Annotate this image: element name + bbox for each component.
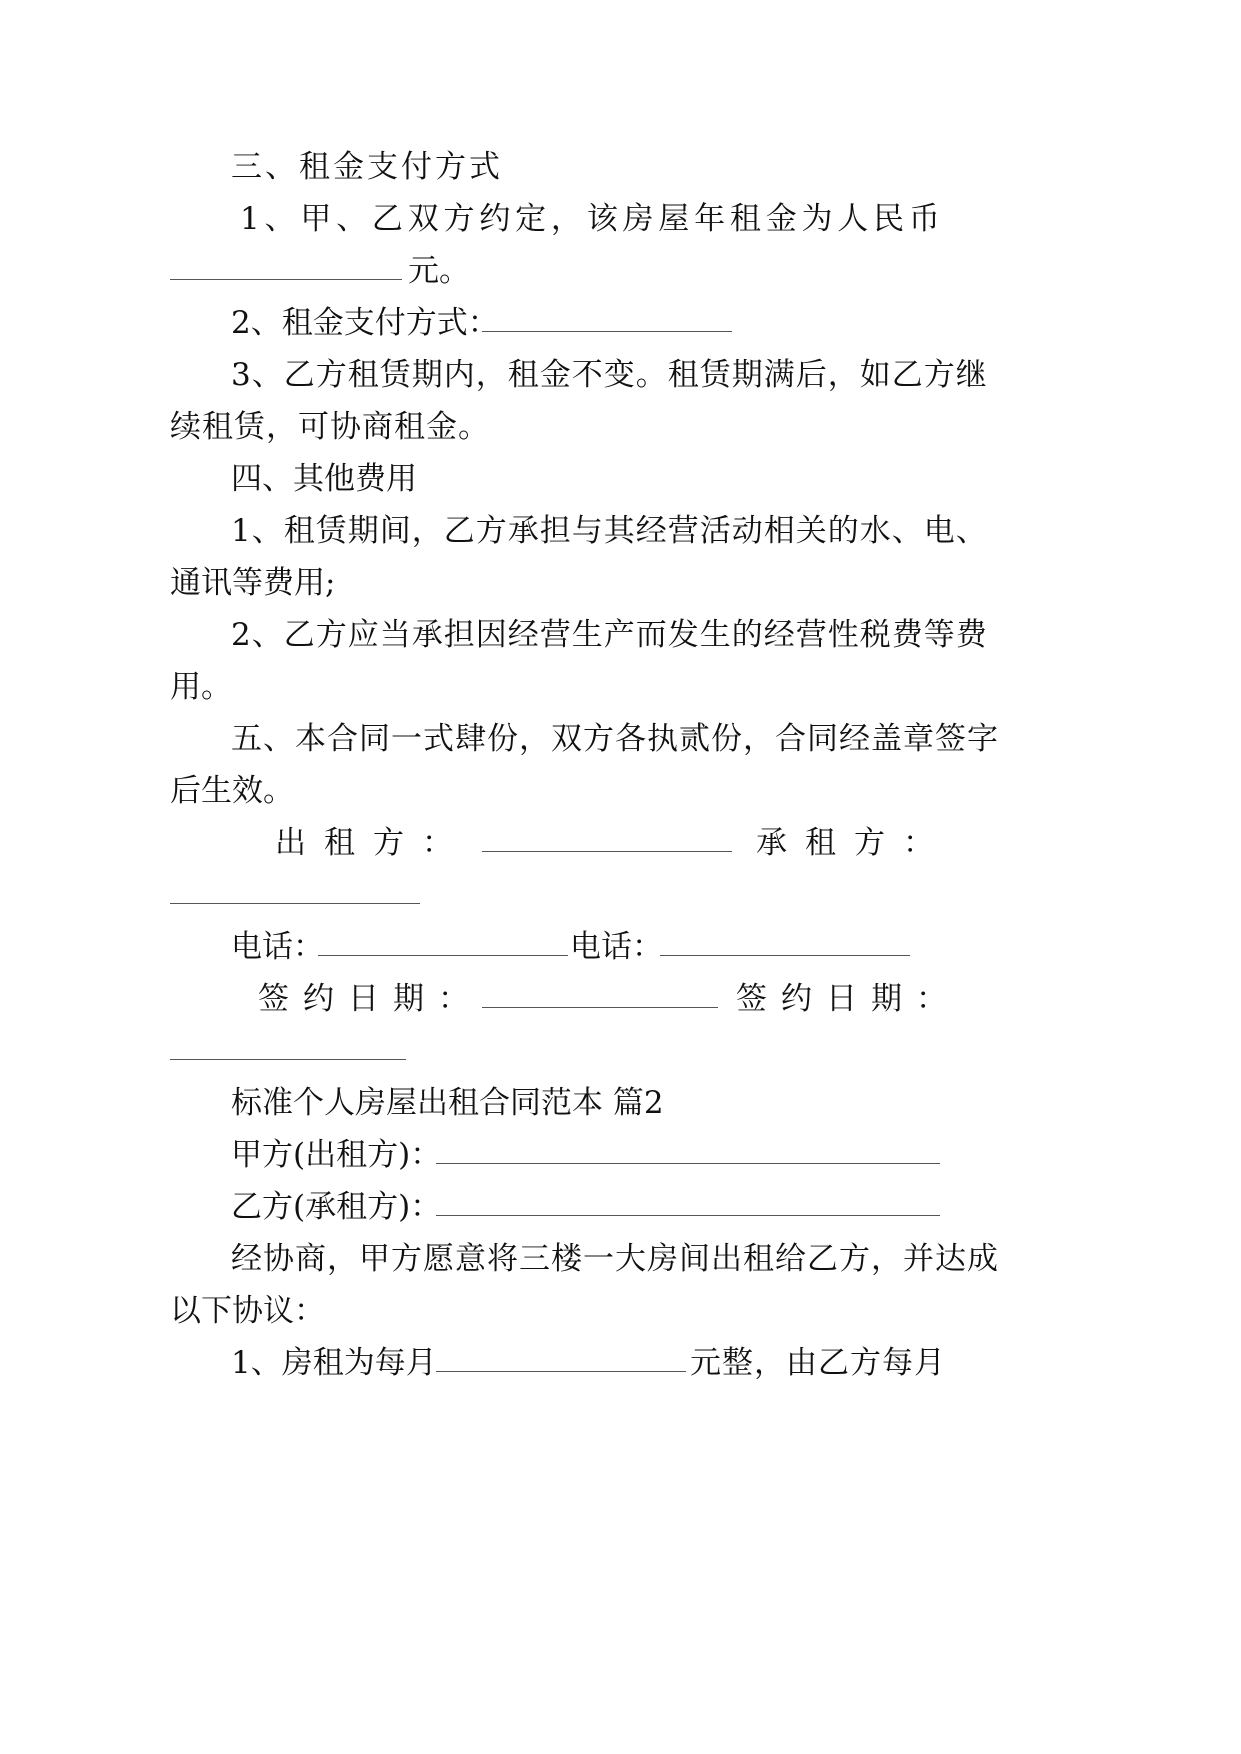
char: 屋 xyxy=(658,201,690,237)
char: 为 xyxy=(801,201,833,237)
char: 房 xyxy=(622,201,654,237)
section-3-item-1-continued: 元。 xyxy=(0,248,1241,294)
char: 1 xyxy=(240,201,260,237)
char: 乙 xyxy=(371,201,403,237)
section-5-continued: 后生效。 xyxy=(170,773,294,809)
section-3-item-3: 3、乙方租赁期内，租金不变。租赁期满后，如乙方继 xyxy=(231,357,988,393)
lessee-phone-blank xyxy=(660,955,910,956)
lessor-phone-label: 电话： xyxy=(231,929,324,965)
section-4-item-1: 1、租赁期间，乙方承担与其经营活动相关的水、电、 xyxy=(231,513,988,549)
char: 甲 xyxy=(300,201,332,237)
negotiation-paragraph-continued: 以下协议： xyxy=(170,1293,325,1329)
section-3-item-2: 2、租金支付方式： xyxy=(0,300,1241,346)
annual-rent-blank xyxy=(170,279,402,280)
phone-row xyxy=(0,924,1241,970)
section-4-heading: 四、其他费用 xyxy=(231,461,417,497)
lessee-date-label: 签约日期： xyxy=(736,981,961,1017)
lessor-phone-blank xyxy=(318,955,568,956)
char: 民 xyxy=(873,201,905,237)
section-4-item-2: 2、乙方应当承担因经营生产而发生的经营性税费等费 xyxy=(231,617,988,653)
section-4-item-2-continued: 用。 xyxy=(170,669,232,705)
party-b-row: 乙方(承租方)： xyxy=(0,1184,1241,1230)
party-a-row: 甲方(出租方)： xyxy=(0,1132,1241,1178)
lessee-signature-blank xyxy=(170,903,420,904)
section-3-item-3-continued: 续租赁，可协商租金。 xyxy=(170,409,490,445)
party-a-blank xyxy=(436,1163,940,1164)
char: 该 xyxy=(586,201,618,237)
char: 金 xyxy=(765,201,797,237)
lessor-label: 出租方： xyxy=(275,825,471,861)
party-b-blank xyxy=(436,1215,940,1216)
signature-parties-row-continued xyxy=(0,872,1241,918)
section-3-item-1 xyxy=(0,196,1241,242)
section-5: 五、本合同一式肆份，双方各执贰份，合同经盖章签字 xyxy=(231,721,999,757)
lessee-phone-label: 电话： xyxy=(570,929,663,965)
char: 、 xyxy=(336,201,368,237)
section-3-heading: 三、租金支付方式 xyxy=(231,149,503,185)
negotiation-paragraph: 经协商，甲方愿意将三楼一大房间出租给乙方，并达成 xyxy=(231,1241,999,1277)
char: 方 xyxy=(443,201,475,237)
signature-parties-row xyxy=(0,820,1241,866)
char: 约 xyxy=(479,201,511,237)
lessee-date-blank xyxy=(170,1059,406,1060)
sign-date-row-continued xyxy=(0,1028,1241,1074)
annual-rent-sentence xyxy=(240,196,940,242)
lessor-date-blank xyxy=(482,1007,718,1008)
char: 、 xyxy=(264,201,296,237)
char: 双 xyxy=(407,201,439,237)
section-4-item-1-continued: 通讯等费用; xyxy=(170,565,336,601)
char: 人 xyxy=(837,201,869,237)
sign-date-row xyxy=(0,976,1241,1022)
lessee-label: 承租方： xyxy=(756,825,952,861)
char: 币 xyxy=(908,201,940,237)
char: 租 xyxy=(729,201,761,237)
payment-method-blank xyxy=(482,331,732,332)
lessor-date-label: 签约日期： xyxy=(258,981,483,1017)
char: 定 xyxy=(515,201,547,237)
monthly-rent-blank xyxy=(436,1371,686,1372)
char: ， xyxy=(550,201,582,237)
lessor-signature-blank xyxy=(482,851,732,852)
part-2-item-1: 1、房租为每月 元整，由乙方每月 xyxy=(231,1345,946,1381)
char: 年 xyxy=(694,201,726,237)
part-2-title: 标准个人房屋出租合同范本 篇2 xyxy=(231,1085,664,1121)
